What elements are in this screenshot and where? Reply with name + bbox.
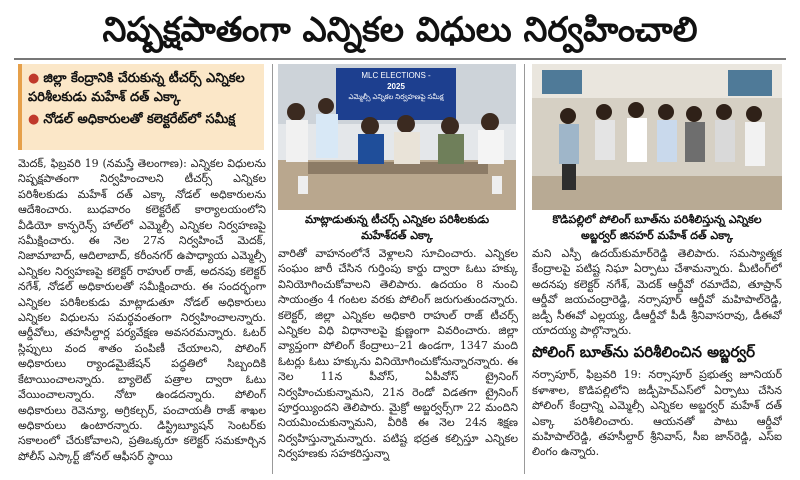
screen-banner-text [336, 70, 456, 103]
meeting-photo-caption: మాట్లాడుతున్న టీచర్స్ ఎన్నికల పరిశీలకుడు మహేశ్‌దత్ ఎక్కా [304, 213, 490, 242]
meeting-photo [278, 64, 516, 210]
inspection-photo [532, 64, 782, 210]
column-divider [272, 64, 273, 474]
banner-line: ఎమ్మెల్సీ ఎన్నికల నిర్వహణపై సమీక్ష [348, 94, 444, 101]
inspection-photo-caption: కొడిపల్లిలో పోలింగ్ బూత్‌ను పరిశీలిస్తున్న ఎన్నికల అబ్జర్వర్ జినహర్ మహేశ్ దత్ ఎక్కా [552, 213, 762, 242]
banner-line: 2025 [387, 82, 405, 91]
highlights-box [18, 64, 264, 150]
bullet-icon: ● [28, 71, 40, 86]
column-divider [524, 64, 525, 474]
highlight-item [28, 69, 258, 107]
article-column-2 [278, 246, 518, 476]
banner-line: MLC ELECTIONS - [361, 71, 431, 80]
bullet-icon: ● [28, 112, 40, 127]
paragraph: వారితో వాహనంలోనే వెళ్లాలని సూచించారు. ఎన్నికల సంఘం జారీ చేసిన గుర్తింపు కార్డు ద్వారా ఓటు హక్కు వినియోగించుకోవాలని తెలిపారు. ఉదయం 8 నుంచి సాయంత్రం 4 గంటల వరకు పోలింగ్ జరుగుతుందన్నారు. కలెక్టర్, జిల్లా ఎన్నికల అధికారి రాహుల్ రాజ్ టీచర్స్ ఎన్నికల విధి విధానాలపై క్షుణ్ణంగా వివరించారు. జిల్లా వ్యాప్తంగా పోలింగ్ కేంద్రాలు–21 ఉండగా, 1347 మంది ఓటర్లు ఓటు హక్కును వినియోగించుకోనున్నారన్నారు. ఈ నెల 11న పీవోస్, ఏపీవోస్ ట్రైనింగ్ నిర్వహించుకున్నామని, 21న రెండో విడతగా ట్రైనింగ్ పూర్తయ్యిందని తెలిపారు. మైక్రో అబ్జర్వర్స్‌గా 22 మందిని నియమించుకున్నామని, వీరికి ఈ నెల 24న శిక్షణ నిర్వహిస్తున్నామన్నారు. పటిష్ట భద్రత కల్పిస్తూ ఎన్నికల నిర్వహణకు సహకరిస్తున్నా [278, 247, 518, 461]
paragraph: మని ఎస్పీ ఉదయ్‌కుమార్‌రెడ్డి తెలిపారు. సమస్యాత్మక కేంద్రాలపై పటిష్ట నిఘా ఏర్పాటు చేశామన్నారు. మీటింగ్‌లో అదనపు కలెక్టర్ నగేశ్, మెదక్ ఆర్డీవో రమాదేవి, తూప్రాన్ ఆర్డీవో జయచంద్రారెడ్డి, నర్సాపూర్ ఆర్డీవో మహిపాల్‌రెడ్డి, జడ్పీ సీఈవో ఎల్లయ్య, డీఆర్డీవో పీడీ శ్రీనివాసరావు, డీఈవో యాదయ్య పాల్గొన్నారు. [532, 247, 782, 338]
paragraph: నర్సాపూర్, ఫిబ్రవరి 19: నర్సాపూర్ ప్రభుత్వ జూనియర్ కళాశాల, కొడిపల్లిలోని జడ్పీహెచ్ఎస్‌లో ఏర్పాటు చేసిన పోలింగ్ కేంద్రాన్ని ఎమ్మెల్సీ ఎన్నికల అబ్జర్వర్ మహేశ్ దత్ ఎక్కా పరిశీలించారు. ఆయనతో పాటు ఆర్డీవో మహిపాల్‌రెడ్డి, తహసీల్దార్ శ్రీనివాస్, సీఐ జాన్‌రెడ్డి, ఎస్ఐ లింగం ఉన్నారు. [532, 368, 782, 459]
highlight-text: జిల్లా కేంద్రానికి చేరుకున్న టీచర్స్ ఎన్నికల పరిశీలకుడు మహేశ్ దత్ ఎక్కా [28, 71, 245, 105]
sub-headline: పోలింగ్ బూత్‌ను పరిశీలించిన అబ్జర్వర్ [532, 343, 756, 362]
paragraph: మెదక్, ఫిబ్రవరి 19 (నమస్తే తెలంగాణ): ఎన్నికల విధులను నిష్పక్షపాతంగా నిర్వహించాలని టీచర్స్ ఎన్నికల పరిశీలకుడు మహేశ్ దత్ ఎక్కా నోడల్ అధికారులను ఆదేశించారు. బుధవారం కలెక్టరేట్ కార్యాలయంలోని వీడియో కాన్ఫరెన్స్ హాల్‌లో ఎమ్మెల్సీ ఎన్నికల నిర్వహణపై సమీక్షించారు. ఈ నెల 27న నిర్వహించే మెదక్, నిజామాబాద్, ఆదిలాబాద్, కరీంనగర్ ఉపాధ్యాయ ఎమ్మెల్సీ ఎన్నికల నిర్వహణపై కలెక్టర్ రాహుల్ రాజ్, అదనపు కలెక్టర్ నగేశ్, నోడల్ అధికారులతో సమీక్షించారు. ఈ సందర్భంగా ఎన్నికల పరిశీలకుడు మాట్లాడుతూ నోడల్ అధికారులు ఎన్నికల విధులను సమర్థవంతంగా నిర్వహించాలన్నారు. ఆర్డీవోలు, తహసీల్దార్ల పర్యవేక్షణ అవసరమన్నారు. ఓటర్ స్లిప్పులు వంద శాతం పంపిణీ చేయాలని, పోలింగ్ అధికారులు ర్యాండమైజేషన్ పద్ధతిలో సిబ్బందికి కేటాయించాలన్నారు. బ్యాలెట్ పత్రాల ద్వారా ఓటు వేయించాలన్నారు. నోటా ఉండదన్నారు. పోలింగ్ అధికారులు రెవెన్యూ, అగ్రికల్చర్, పంచాయతీ రాజ్ శాఖల అధికారులు ఉంటారన్నారు. డిస్ట్రిబ్యూషన్ సెంటర్‌కు సకాలంలో చేరుకోవాలని, ప్రతిఒక్కరూ కలెక్టర్ సమకూర్చిన పోలీస్ ఎస్కార్ట్ జోనల్ ఆఫీసర్ స్థాయి [18, 157, 266, 463]
inspection-photo-art [532, 64, 782, 210]
highlight-item [28, 110, 258, 129]
highlight-text: నోడల్ అధికారులతో కలెక్టరేట్‌లో సమీక్ష [43, 112, 236, 127]
article-column-3 [532, 246, 782, 476]
page-headline: నిష్పక్షపాతంగా ఎన్నికల విధులు నిర్వహించాలి [102, 10, 698, 50]
headline-rule [14, 58, 786, 60]
article-column-1 [18, 156, 266, 476]
